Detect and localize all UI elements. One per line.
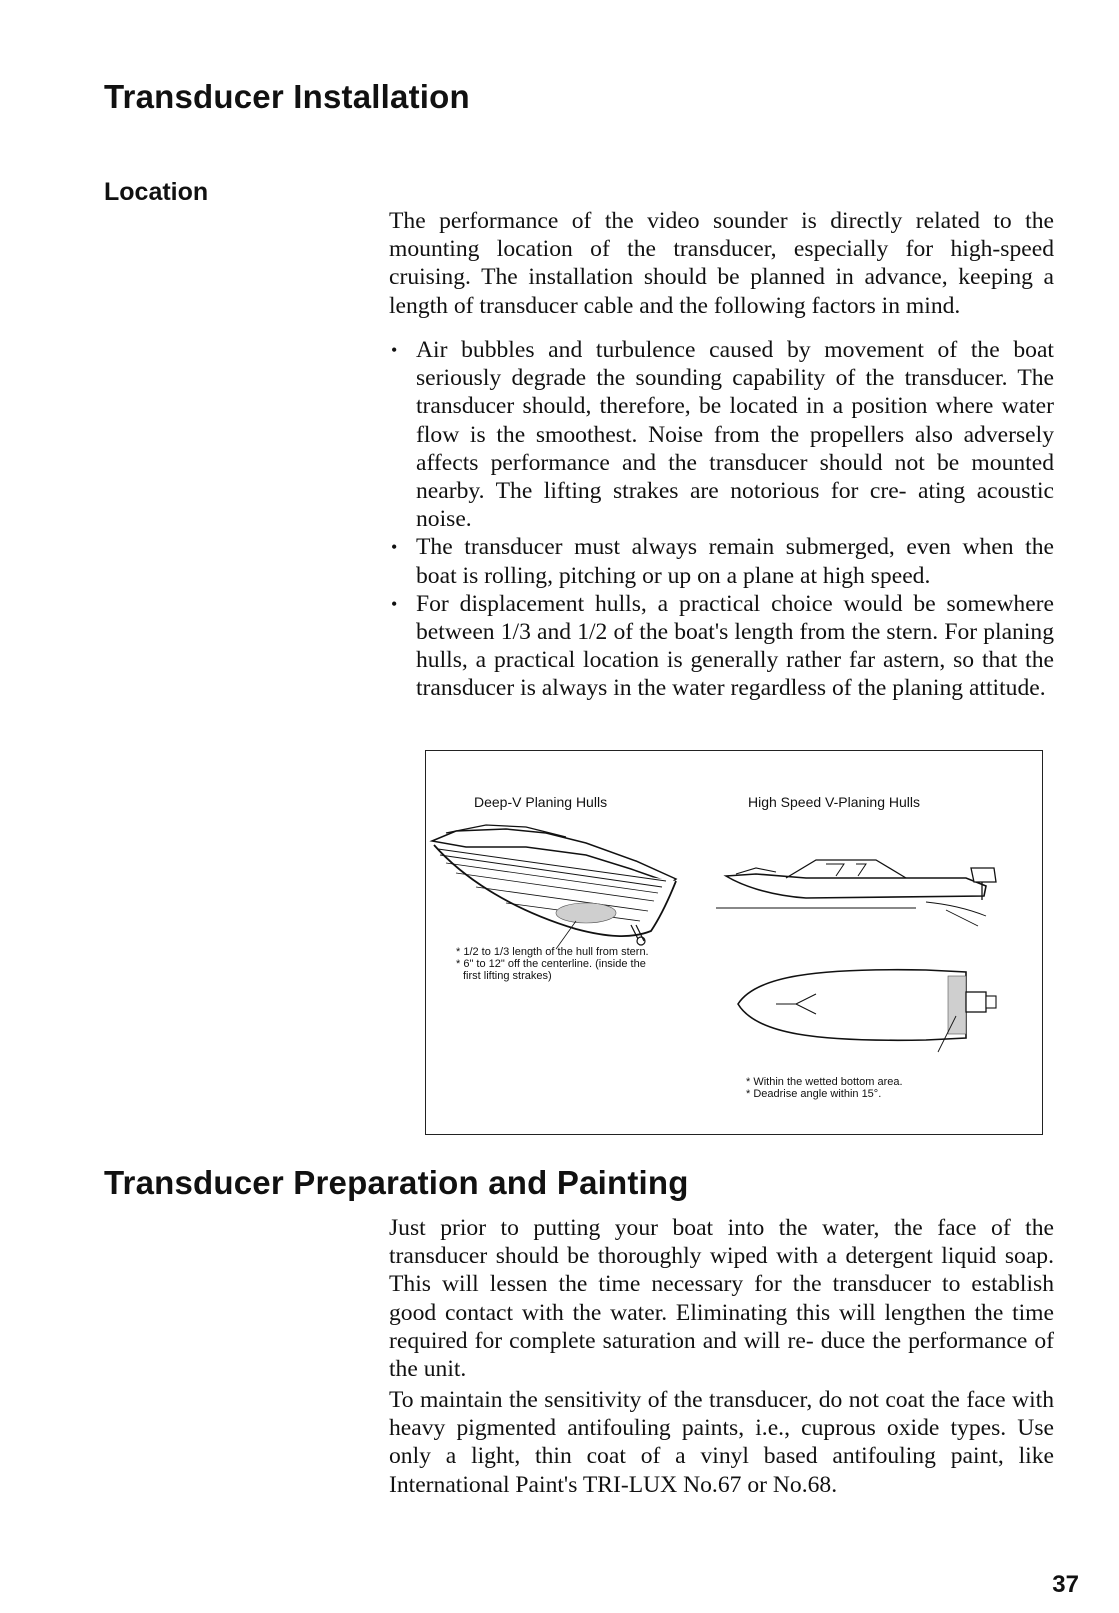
subsection-title-location: Location (104, 178, 209, 206)
location-factors-list (389, 336, 1054, 703)
high-speed-note-2: * Deadrise angle within 15°. (746, 1088, 882, 1100)
deep-v-note-2: * 6" to 12" off the centerline. (inside the (456, 958, 646, 970)
page-number: 37 (1052, 1571, 1079, 1598)
high-speed-boat-side-illustration (716, 856, 1036, 936)
list-item: • Air bubbles and turbulence caused by movement of the boat seriously degrade the sounding capability of the transducer. The transducer should, therefore, be located in a position where water flow is the smoothest. Noise from the propellers also adversely affects performance and the transducer should not be mounted nearby. The lifting strakes are notorious for cre- ating acoustic noise. (389, 336, 1054, 533)
high-speed-caption: High Speed V-Planing Hulls (748, 794, 920, 810)
deep-v-notes (456, 946, 716, 982)
hull-location-figure (425, 750, 1043, 1135)
high-speed-note-1: * Within the wetted bottom area. (746, 1076, 903, 1088)
deep-v-caption: Deep-V Planing Hulls (474, 794, 608, 810)
deep-v-boat-illustration (426, 821, 716, 951)
list-item: • For displacement hulls, a practical choice would be somewhere between 1/3 and 1/2 of the boat's length from the stern. For planing hulls, a practical location is generally rather far astern, so that the transducer is always in the water regardless of the planing attitude. (389, 590, 1054, 703)
list-item: • The transducer must always remain submerged, even when the boat is rolling, pitching or up on a plane at high speed. (389, 533, 1054, 589)
section-title-transducer-installation: Transducer Installation (104, 78, 470, 115)
preparation-paragraph-2: To maintain the sensitivity of the transducer, do not coat the face with heavy pigmented antifouling paints, i.e., cuprous oxide types. Use only a light, thin coat of a vinyl based antifouling paint, like International Paint's TRI-LUX No.67 or No.68. (389, 1387, 1054, 1498)
deep-v-note-1: * 1/2 to 1/3 length of the hull from stern. (456, 946, 649, 958)
high-speed-boat-top-illustration (716, 956, 1036, 1056)
location-intro-paragraph: The performance of the video sounder is directly related to the mounting location of the transducer, especially for high-speed cruising. The installation should be planned in advance, keeping a length of transducer cable and the following factors in mind. (389, 208, 1054, 319)
section-title-preparation-painting: Transducer Preparation and Painting (104, 1164, 689, 1201)
deep-v-note-3: first lifting strakes) (463, 970, 552, 982)
high-speed-notes (746, 1076, 1006, 1100)
preparation-paragraph-1: Just prior to putting your boat into the water, the face of the transducer should be thoroughly wiped with a detergent liquid soap. This will lessen the time necessary for the transducer to establish good contact with the water. Eliminating this will lengthen the time required for complete saturation and will re- duce the performance of the unit. (389, 1215, 1054, 1383)
